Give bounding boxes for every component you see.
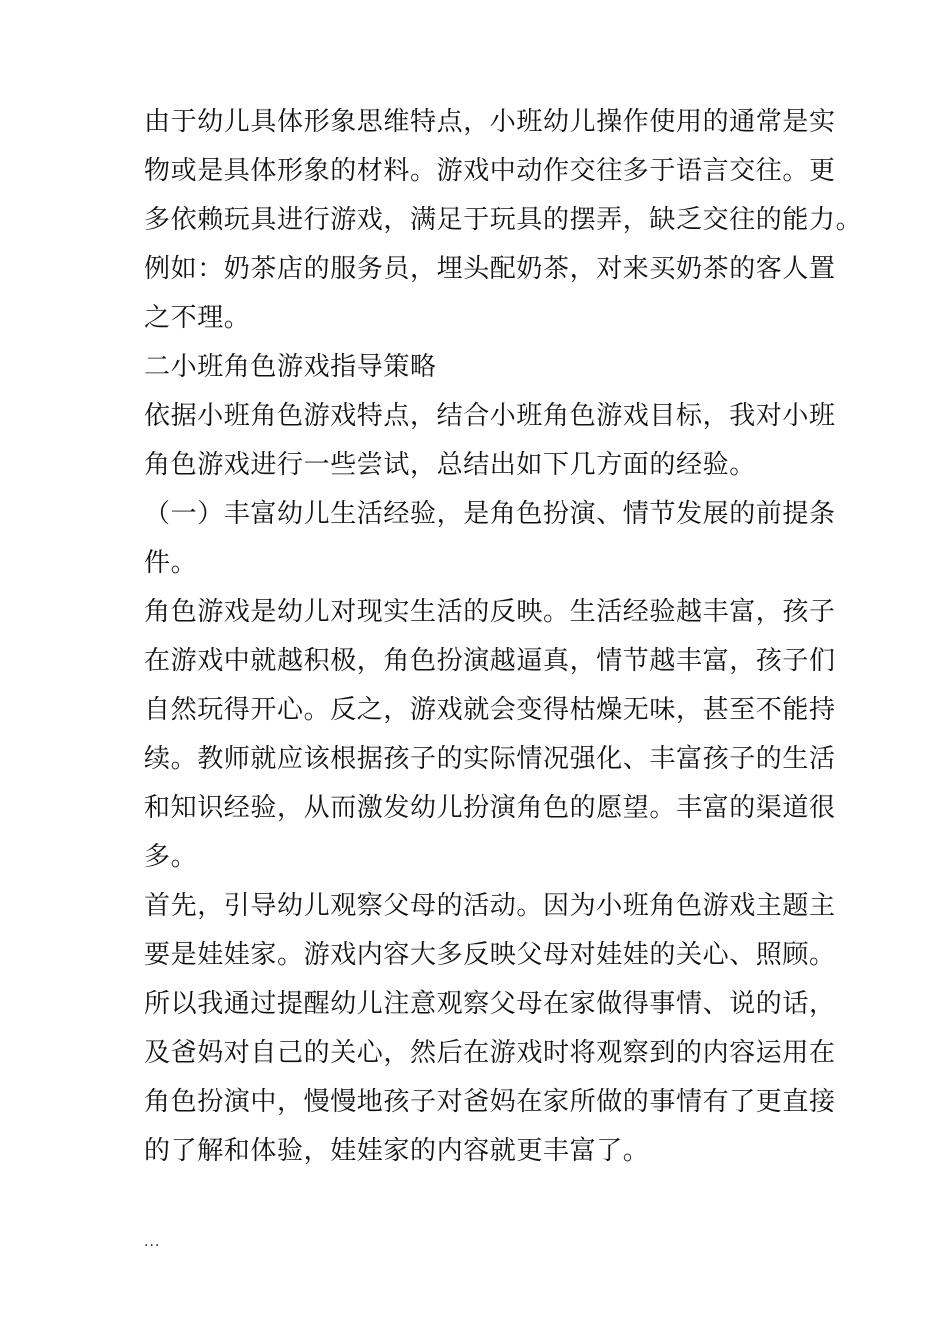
text-line: 多。 <box>144 842 198 872</box>
text-line: 由于幼儿具体形象思维特点，小班幼儿操作使用的通常是实 <box>144 107 836 137</box>
text-line: 之不理。 <box>144 303 251 333</box>
text-line: 要是娃娃家。游戏内容大多反映父母对娃娃的关心、照顾。 <box>144 940 836 970</box>
text-line: 角色游戏进行一些尝试，总结出如下几方面的经验。 <box>144 450 756 480</box>
continuation-ellipsis: ... <box>144 1234 161 1250</box>
text-line: 和知识经验，从而激发幼儿扮演角色的愿望。丰富的渠道很 <box>144 793 836 823</box>
subsection-heading: （一）丰富幼儿生活经验，是角色扮演、情节发展的前提条 <box>144 499 836 529</box>
text-line: 依据小班角色游戏特点，结合小班角色游戏目标，我对小班 <box>144 401 836 431</box>
text-line: 例如：奶茶店的服务员，埋头配奶茶，对来买奶茶的客人置 <box>144 254 836 284</box>
text-line: 角色游戏是幼儿对现实生活的反映。生活经验越丰富，孩子 <box>144 597 836 627</box>
text-line: 所以我通过提醒幼儿注意观察父母在家做得事情、说的话， <box>144 989 836 1019</box>
text-line: 多依赖玩具进行游戏，满足于玩具的摆弄，缺乏交往的能力。 <box>144 205 863 235</box>
text-line: 自然玩得开心。反之，游戏就会变得枯燥无味，甚至不能持 <box>144 695 836 725</box>
text-line: 续。教师就应该根据孩子的实际情况强化、丰富孩子的生活 <box>144 744 836 774</box>
body-text <box>144 98 863 1176</box>
text-line: 及爸妈对自己的关心，然后在游戏时将观察到的内容运用在 <box>144 1038 836 1068</box>
text-line: 首先，引导幼儿观察父母的活动。因为小班角色游戏主题主 <box>144 891 836 921</box>
text-line: 物或是具体形象的材料。游戏中动作交往多于语言交往。更 <box>144 156 836 186</box>
text-line: 在游戏中就越积极，角色扮演越逼真，情节越丰富，孩子们 <box>144 646 836 676</box>
text-line: 角色扮演中，慢慢地孩子对爸妈在家所做的事情有了更直接 <box>144 1087 836 1117</box>
subsection-heading-cont: 件。 <box>144 548 198 578</box>
text-line: 的了解和体验，娃娃家的内容就更丰富了。 <box>144 1136 650 1166</box>
section-heading: 二小班角色游戏指导策略 <box>144 352 437 382</box>
